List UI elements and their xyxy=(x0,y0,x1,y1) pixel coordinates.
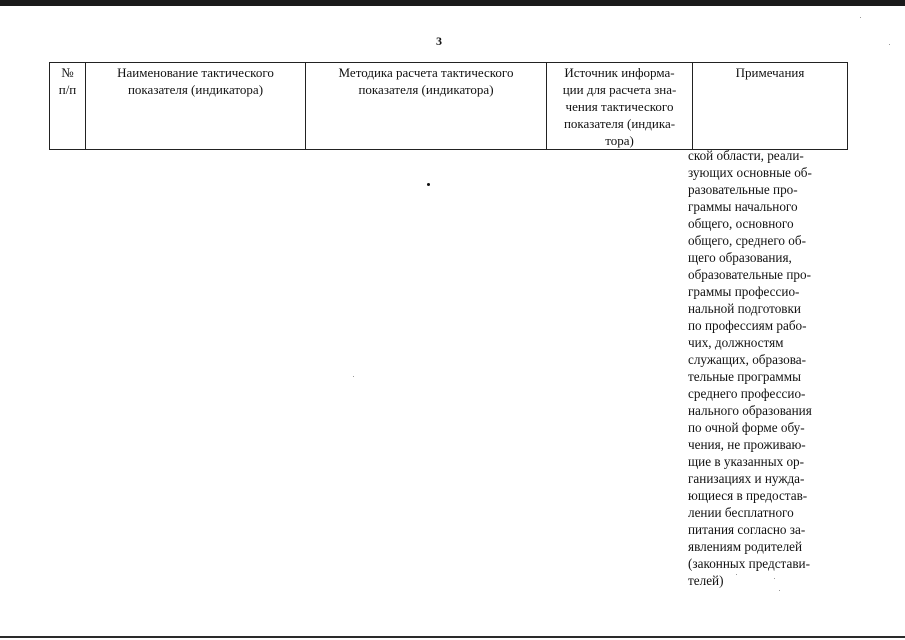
stray-mark-dot xyxy=(427,183,430,186)
header-cell-notes xyxy=(693,63,848,150)
notes-text-line: тельные программы xyxy=(688,369,801,384)
notes-text-line: общего, основного xyxy=(688,216,794,231)
notes-text-line: питания согласно за- xyxy=(688,522,806,537)
scan-speck xyxy=(860,17,861,18)
header-line: Источник информа- xyxy=(564,65,675,80)
header-cell-calculation-method xyxy=(306,63,547,150)
header-line: показателя (индикатора) xyxy=(127,82,264,97)
notes-text-line: зующих основные об- xyxy=(688,165,812,180)
scan-speck xyxy=(736,574,737,575)
header-line: Наименование тактического xyxy=(117,65,274,80)
notes-text-line: ской области, реали- xyxy=(688,148,804,163)
header-line: чения тактического xyxy=(565,99,674,114)
bottom-border-rule xyxy=(0,636,905,638)
header-line: Методика расчета тактического xyxy=(338,65,514,80)
indicator-table-header xyxy=(49,62,848,150)
scan-speck xyxy=(779,590,780,591)
scan-speck xyxy=(889,44,890,45)
notes-text-line: образовательные про- xyxy=(688,267,811,282)
header-cell-number xyxy=(50,63,86,150)
scan-speck xyxy=(774,578,775,579)
top-border-rule xyxy=(0,0,905,6)
header-line: № xyxy=(61,65,74,80)
notes-text-line: чих, должностям xyxy=(688,335,784,350)
notes-text-line: чения, не проживаю- xyxy=(688,437,806,452)
scan-speck xyxy=(353,376,354,377)
notes-text-line: служащих, образова- xyxy=(688,352,806,367)
notes-text-line: граммы начального xyxy=(688,199,798,214)
table-header-row xyxy=(50,63,848,150)
header-line: ции для расчета зна- xyxy=(562,82,677,97)
notes-text-line: щие в указанных ор- xyxy=(688,454,805,469)
notes-text-line: ганизациях и нужда- xyxy=(688,471,805,486)
notes-text-line: лении бесплатного xyxy=(688,505,794,520)
notes-text-line: телей) xyxy=(688,573,724,588)
notes-text-line: граммы профессио- xyxy=(688,284,800,299)
notes-text-line: по очной форме обу- xyxy=(688,420,805,435)
notes-text-line: по профессиям рабо- xyxy=(688,318,807,333)
header-cell-indicator-name xyxy=(86,63,306,150)
notes-text-line: щего образования, xyxy=(688,250,792,265)
header-cell-information-source xyxy=(547,63,693,150)
notes-text-line: явлениям родителей xyxy=(688,539,803,554)
header-line: показателя (индика- xyxy=(563,116,676,131)
notes-text-line: разовательные про- xyxy=(688,182,798,197)
notes-text-line: нальной подготовки xyxy=(688,301,801,316)
notes-text-line: (законных представи- xyxy=(688,556,810,571)
header-line: п/п xyxy=(58,82,77,97)
notes-text-line: среднего профессио- xyxy=(688,386,806,401)
notes-text-line: нального образования xyxy=(688,403,812,418)
header-line: показателя (индикатора) xyxy=(358,82,494,97)
notes-text-line: ющиеся в предостав- xyxy=(688,488,808,503)
notes-column-continuation xyxy=(688,147,840,589)
header-line: тора) xyxy=(605,133,634,148)
header-line: Примечания xyxy=(735,65,805,80)
page-number: 3 xyxy=(436,34,442,48)
notes-text-line: общего, среднего об- xyxy=(688,233,806,248)
